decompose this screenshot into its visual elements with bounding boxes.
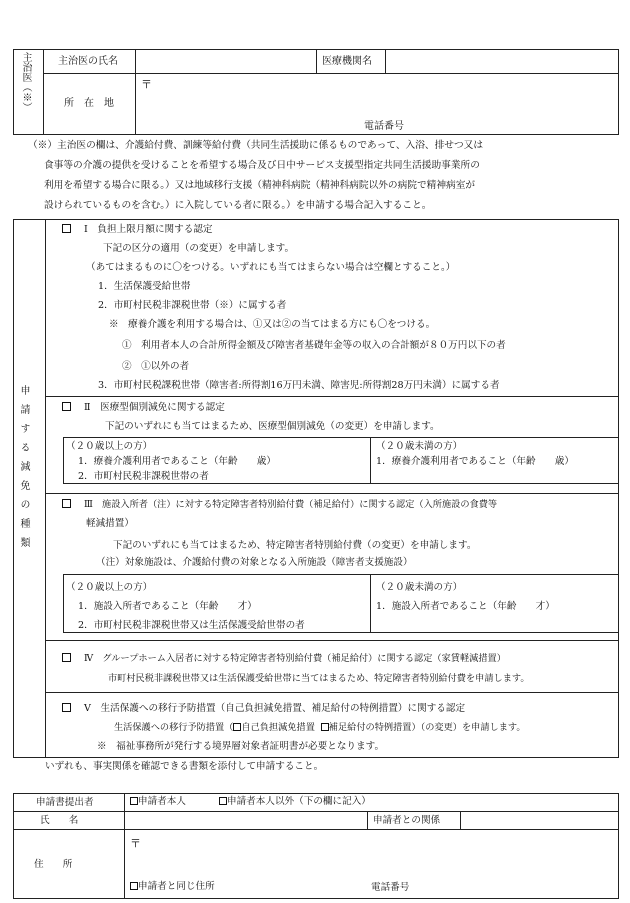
section-3-heading: Ⅲ 施設入所者（注）に対する特定障害者特別給付費（補足給付）に関する認定（入所施設の食費等 [84, 499, 498, 510]
section-4-checkbox[interactable] [62, 653, 71, 664]
applicant-postal-mark: 〒 [130, 837, 141, 850]
relation-field[interactable] [462, 813, 617, 827]
section-5-line-1-post: ）（の変更）を申請します。 [411, 722, 526, 733]
same-address-option[interactable] [130, 882, 215, 892]
same-address-checkbox[interactable] [130, 882, 138, 890]
section-2-left-title: （２０歳以上の方） [66, 441, 153, 452]
doctor-note-line-2: 食事等の介護の提供を受けることを希望する場合及び日中サービス支援型指定共同生活援助事業所の [44, 160, 480, 171]
section-3-left-1: 1．施設入所者であること（年齢 才） [78, 601, 257, 612]
section-2-left-2: 2．市町村民税非課税世帯の者 [78, 471, 209, 482]
section-3-right-1: 1．施設入所者であること（年齢 才） [376, 601, 555, 612]
applicant-address-label: 住 所 [34, 859, 73, 870]
doctor-phone-label: 電話番号 [364, 121, 404, 132]
section-1-line-4: 2．市町村民税非課税世帯（※）に属する者 [98, 300, 287, 311]
section-1-line-7: ② ①以外の者 [122, 361, 190, 372]
applicant-name-label: 氏 名 [40, 815, 79, 826]
section-3-right-title: （２０歳未満の方） [376, 582, 463, 593]
submitter-self-option[interactable] [130, 797, 186, 807]
section-1-line-1: 下記の区分の適用（の変更）を申請します。 [103, 243, 295, 254]
institution-label: 医療機関名 [322, 56, 372, 67]
section-1-line-2: （あてはまるものに〇をつける。いずれにも当てはまらない場合は空欄とすること。） [86, 262, 456, 273]
section-2-left-1: 1．療養介護利用者であること（年齢 歳） [78, 456, 276, 467]
section-3-left-2: 2．市町村民税非課税世帯又は生活保護受給世帯の者 [78, 620, 305, 631]
applicant-name-field[interactable] [126, 813, 365, 827]
section-1-line-6: ① 利用者本人の合計所得金額及び障害者基礎年金等の収入の合計額が８０万円以下の者 [122, 340, 506, 351]
doctor-note-line-1: （※）主治医の欄は、介護給付費、訓練等給付費（共同生活援助に係るものであって、入浴、排せつ又は [28, 140, 484, 151]
attach-note: いずれも、事実関係を確認できる書類を添付して申請すること。 [45, 761, 324, 772]
doctor-postal-mark: 〒 [141, 78, 152, 91]
section-5-opt-2-checkbox[interactable] [321, 723, 329, 731]
section-1-checkbox[interactable] [62, 224, 71, 235]
same-address-label: 申請者と同じ住所 [138, 881, 215, 892]
section-1-heading: Ⅰ 負担上限月額に関する認定 [84, 224, 213, 235]
submitter-self-checkbox[interactable] [130, 797, 138, 805]
section-1-line-3: 1．生活保護受給世帯 [98, 281, 191, 292]
section-2-line-1: 下記のいずれにも当てはまるため、医療型個別減免（の変更）を申請します。 [105, 421, 440, 432]
doctor-name-label: 主治医の氏名 [58, 56, 118, 67]
section-5-heading: Ⅴ 生活保護への移行予防措置（自己負担減免措置、補足給付の特例措置）に関する認定 [84, 703, 466, 714]
doctor-name-field[interactable] [137, 51, 314, 71]
section-1-line-5: ※ 療養介護を利用する場合は、①又は②の当てはまる方にも〇をつける。 [109, 319, 436, 330]
section-5-opt-1-label: 自己負担減免措置 [241, 722, 315, 733]
section-3-heading-2: 軽減措置） [86, 518, 134, 529]
section-4-line-1: 市町村民税非課税世帯又は生活保護受給世帯に当てはまるため、特定障害者特別給付費を申請します。 [108, 673, 530, 684]
section-3-checkbox[interactable] [62, 499, 71, 510]
applicant-address-field[interactable] [144, 834, 614, 874]
submitter-other-option[interactable] [219, 797, 371, 807]
doctor-note-line-3: 利用を希望する場合に限る。）又は地域移行支援（精神科病院（精神科病院以外の病院で精神病室が [44, 180, 476, 191]
doctor-note-line-4: 設けられているものを含む。）に入院している者に限る。）を申請する場合記入すること。 [44, 200, 432, 211]
section-5-line-1 [114, 723, 526, 732]
section-2-heading: Ⅱ 医療型個別減免に関する認定 [84, 402, 225, 413]
institution-field[interactable] [387, 51, 617, 71]
section-5-opt-2-label: 補足給付の特例措置 [328, 722, 412, 733]
reduction-side-label: 申請する減免の種類 [18, 385, 29, 556]
section-3-line-2: （注）対象施設は、介護給付費の対象となる入所施設（障害者支援施設） [96, 557, 413, 568]
section-5-line-1-pre: 生活保護への移行予防措置（ [114, 722, 234, 733]
relation-label: 申請者との関係 [373, 815, 441, 826]
section-3-line-1: 下記のいずれにも当てはまるため、特定障害者特別給付費（の変更）を申請します。 [113, 540, 477, 551]
section-2-right-1: 1．療養介護利用者であること（年齢 歳） [376, 456, 574, 467]
section-3-left-title: （２０歳以上の方） [66, 582, 153, 593]
section-2-checkbox[interactable] [62, 402, 71, 413]
doctor-address-label: 所 在 地 [64, 98, 114, 109]
doctor-side-label: 主治医（※） [20, 52, 31, 112]
section-5-line-2: ※ 福祉事務所が発行する境界層対象者証明書が必要となります。 [97, 741, 385, 752]
section-4-heading: Ⅳ グループホーム入居者に対する特定障害者特別給付費（補足給付）に関する認定（家賃軽減措置） [84, 653, 506, 664]
doctor-address-field[interactable] [155, 76, 615, 116]
submitter-other-checkbox[interactable] [219, 797, 227, 805]
submitter-self-label: 申請者本人 [138, 796, 186, 807]
section-5-checkbox[interactable] [62, 703, 71, 714]
section-1-line-8: 3．市町村民税課税世帯（障害者:所得割16万円未満、障害児:所得割28万円未満）に属する者 [98, 380, 500, 391]
section-2-right-title: （２０歳未満の方） [376, 441, 463, 452]
submitter-label: 申請書提出者 [36, 797, 94, 808]
submitter-other-label: 申請者本人以外（下の欄に記入） [227, 796, 371, 807]
applicant-phone-label: 電話番号 [371, 882, 410, 893]
